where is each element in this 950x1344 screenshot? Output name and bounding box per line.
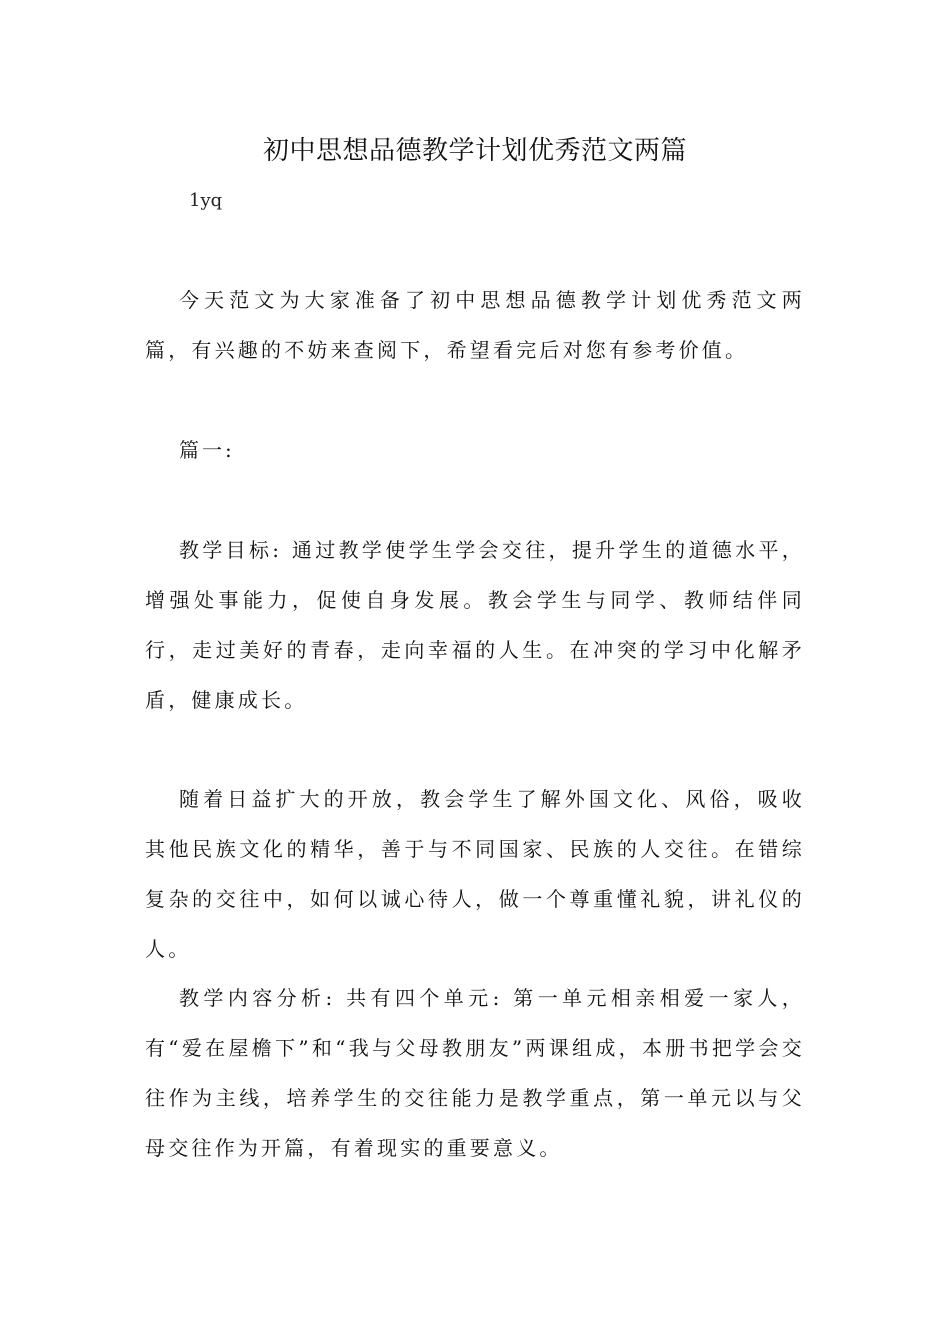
paragraph-content-analysis: 教学内容分析: 共有四个单元: 第一单元相亲相爱一家人，有“爱在屋檐下”和“我与父母教朋友”两课组成，本册书把学会交往作为主线，培养学生的交往能力是教学重点，第一单元以与父母交往作为开篇，有着现实的重要意义。 [145, 986, 805, 1160]
document-author: 1yq [189, 190, 223, 211]
document-title: 初中思想品德教学计划优秀范文两篇 [262, 136, 687, 166]
section-heading: 篇一: [179, 438, 235, 462]
paragraph-opening-up: 随着日益扩大的开放，教会学生了解外国文化、风俗，吸收其他民族文化的精华，善于与不同国家、民族的人交往。在错综复杂的交往中，如何以诚心待人，做一个尊重懂礼貌，讲礼仪的人。 [145, 787, 805, 961]
intro-paragraph: 今天范文为大家准备了初中思想品德教学计划优秀范文两篇，有兴趣的不妨来查阅下，希望看完后对您有参考价值。 [145, 288, 805, 362]
paragraph-teaching-goals: 教学目标: 通过教学使学生学会交往，提升学生的道德水平，增强处事能力，促使自身发展。教会学生与同学、教师结伴同行，走过美好的青春，走向幸福的人生。在冲突的学习中化解矛盾，健康成长。 [145, 538, 805, 712]
